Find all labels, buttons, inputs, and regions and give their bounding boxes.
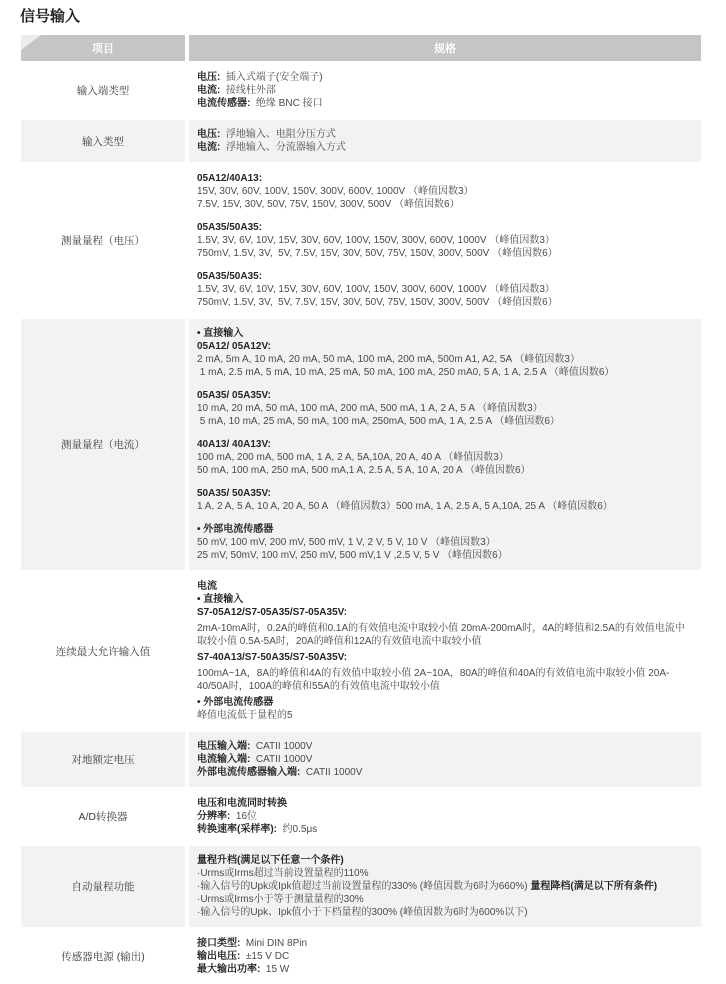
- spec-line: • 外部电流传感器: [197, 697, 274, 708]
- spec-line: 25 mV, 50mV, 100 mV, 250 mV, 500 mV,1 V ,2.5 V, 5 V （峰值因数6）: [197, 550, 508, 561]
- table-header-row: [21, 35, 701, 61]
- spec-line: 750mV, 1.5V, 3V, 5V, 7.5V, 15V, 30V, 50V, 75V, 150V, 300V, 500V （峰值因数6）: [197, 297, 558, 308]
- table-body: [21, 63, 701, 984]
- spec-line: 750mV, 1.5V, 3V, 5V, 7.5V, 15V, 30V, 50V, 75V, 150V, 300V, 500V （峰值因数6）: [197, 248, 558, 259]
- spec-line: 05A12/40A13:: [197, 173, 263, 184]
- row-spec-content: [189, 929, 701, 984]
- spec-line: 05A35/50A35:: [197, 222, 263, 233]
- table-row: [21, 319, 701, 570]
- spec-block: [197, 270, 687, 309]
- spec-line: ·Urms或Irms超过当前设置量程的110%: [197, 868, 369, 879]
- spec-block: [197, 327, 687, 379]
- table-row: [21, 572, 701, 730]
- spec-line: 1 A, 2 A, 5 A, 10 A, 20 A, 50 A （峰值因数3）500 mA, 1 A, 2.5 A, 5 A,10A, 25 A （峰值因数6）: [197, 501, 613, 512]
- spec-block: [197, 389, 687, 428]
- spec-block: [197, 438, 687, 477]
- spec-block: [197, 487, 687, 513]
- spec-line: 05A35/ 05A35V:: [197, 390, 271, 401]
- spec-line: 电压输入端: CATII 1000V: [197, 741, 313, 752]
- spec-line: 电压和电流同时转换: [197, 798, 287, 809]
- spec-line: 电压: 插入式端子(安全端子): [197, 72, 323, 83]
- spec-block: [197, 580, 687, 722]
- folded-corner-decoration: [21, 35, 41, 50]
- signal-input-spec-table: [21, 35, 701, 984]
- spec-line: 05A35/50A35:: [197, 271, 263, 282]
- spec-line: 05A12/ 05A12V:: [197, 341, 271, 352]
- column-header-spec: 规格: [189, 35, 701, 61]
- spec-line: 50 mV, 100 mV, 200 mV, 500 mV, 1 V, 2 V, 5 V, 10 V （峰值因数3）: [197, 537, 496, 548]
- spec-line: 电流: 接线柱外部: [197, 85, 276, 96]
- spec-line: 分辨率: 16位: [197, 811, 258, 822]
- row-spec-content: [189, 63, 701, 118]
- spec-line: • 直接输入: [197, 328, 244, 339]
- spec-line: 电流: 浮地输入、分流器输入方式: [197, 142, 346, 153]
- spec-line: 100mA~1A，8A的峰值和4A的有效值中取较小值 2A~10A，80A的峰值和40A的有效值电流中取较小值 20A-40/50A时，100A的峰值和55A的有效值电流中取较小值: [197, 668, 670, 692]
- row-spec-content: [189, 164, 701, 317]
- spec-line: 50 mA, 100 mA, 250 mA, 500 mA,1 A, 2.5 A, 5 A, 10 A, 20 A （峰值因数6）: [197, 465, 531, 476]
- spec-block: [197, 523, 687, 562]
- spec-line: S7-40A13/S7-50A35/S7-50A35V:: [197, 652, 348, 663]
- spec-line: • 外部电流传感器: [197, 524, 274, 535]
- row-spec-content: [189, 732, 701, 787]
- spec-line: 接口类型: Mini DIN 8Pin: [197, 938, 308, 949]
- row-item-label: A/D转换器: [78, 811, 128, 823]
- spec-line: 2mA-10mA时，0.2A的峰值和0.1A的有效值电流中取较小值 20mA-200mA时，4A的峰值和2.5A的有效值电流中取较小值 0.5A-5A时，20A的峰值和12A的有效值电流中取较小值: [197, 623, 685, 647]
- spec-block: [197, 740, 687, 779]
- spec-line: ·输入信号的Upk或Ipk值超过当前设置量程的330% (峰值因数为6时为660%) 量程降档(满足以下所有条件): [197, 881, 658, 892]
- page-title: 信号输入: [20, 8, 81, 25]
- spec-block: [197, 71, 687, 110]
- spec-line: S7-05A12/S7-05A35/S7-05A35V:: [197, 607, 348, 618]
- table-row: [21, 929, 701, 984]
- spec-block: [197, 172, 687, 211]
- spec-line: 电流输入端: CATII 1000V: [197, 754, 313, 765]
- spec-line: 1.5V, 3V, 6V, 10V, 15V, 30V, 60V, 100V, 150V, 300V, 600V, 1000V （峰值因数3）: [197, 235, 555, 246]
- row-item-label: 对地额定电压: [21, 732, 185, 787]
- table-row: [21, 846, 701, 927]
- spec-line: 电流传感器: 绝缘 BNC 接口: [197, 98, 323, 109]
- spec-line: 7.5V, 15V, 30V, 50V, 75V, 150V, 300V, 500V （峰值因数6）: [197, 199, 460, 210]
- table-row: [21, 120, 701, 162]
- spec-line: 输出电压: ±15 V DC: [197, 951, 290, 962]
- spec-line: 15V, 30V, 60V, 100V, 150V, 300V, 600V, 1000V （峰值因数3）: [197, 186, 474, 197]
- spec-line: • 直接输入: [197, 594, 244, 605]
- spec-line: 量程升档(满足以下任意一个条件): [197, 855, 344, 866]
- spec-line: ·Urms或Irms小于等于测量量程的30%: [197, 894, 364, 905]
- spec-line: 最大输出功率: 15 W: [197, 964, 290, 975]
- row-item-label: 测量量程（电压）: [61, 235, 145, 247]
- spec-line: 10 mA, 20 mA, 50 mA, 100 mA, 200 mA, 500 mA, 1 A, 2 A, 5 A （峰值因数3）: [197, 403, 543, 414]
- row-item-label: 传感器电源 (输出): [61, 951, 145, 963]
- spec-line: 电流: [197, 581, 217, 592]
- spec-block: [197, 854, 687, 919]
- spec-line: 转换速率(采样率): 约0.5μs: [197, 824, 318, 835]
- spec-line: 外部电流传感器输入端: CATII 1000V: [197, 767, 363, 778]
- spec-line: 1.5V, 3V, 6V, 10V, 15V, 30V, 60V, 100V, 150V, 300V, 600V, 1000V （峰值因数3）: [197, 284, 555, 295]
- spec-line: 2 mA, 5m A, 10 mA, 20 mA, 50 mA, 100 mA, 200 mA, 500m A1, A2, 5A （峰值因数3）: [197, 354, 580, 365]
- row-item-label: 输入端类型: [76, 85, 130, 97]
- spec-line: 100 mA, 200 mA, 500 mA, 1 A, 2 A, 5A,10A, 20 A, 40 A （峰值因数3）: [197, 452, 509, 463]
- spec-block: [197, 797, 687, 836]
- spec-block: [197, 128, 687, 154]
- table-row: [21, 732, 701, 787]
- spec-line: 50A35/ 50A35V:: [197, 488, 271, 499]
- column-header-item: 项目: [21, 35, 185, 61]
- spec-line: ·输入信号的Upk、Ipk值小于下档量程的300% (峰值因数为6时为600%以下): [197, 907, 528, 918]
- row-spec-content: [189, 319, 701, 570]
- spec-block: [197, 937, 687, 976]
- row-spec-content: [189, 120, 701, 162]
- spec-line: 5 mA, 10 mA, 25 mA, 50 mA, 100 mA, 250mA, 500 mA, 1 A, 2.5 A （峰值因数6）: [197, 416, 560, 427]
- spec-line: 电压: 浮地输入、电阻分压方式: [197, 129, 336, 140]
- row-spec-content: [189, 572, 701, 730]
- spec-line: 40A13/ 40A13V:: [197, 439, 271, 450]
- spec-line: 峰值电流低于量程的5: [197, 710, 293, 721]
- table-row: [21, 63, 701, 118]
- row-item-label: 测量量程（电流）: [21, 319, 185, 570]
- row-item-label: 连续最大允许输入值: [55, 645, 151, 658]
- row-spec-content: [189, 846, 701, 927]
- row-item-label: 输入类型: [21, 120, 185, 162]
- spec-line: 1 mA, 2.5 mA, 5 mA, 10 mA, 25 mA, 50 mA, 100 mA, 250 mA0, 5 A, 1 A, 2.5 A （峰值因数6）: [197, 367, 615, 378]
- table-row: [21, 164, 701, 317]
- row-item-label: 自动量程功能: [21, 846, 185, 927]
- spec-block: [197, 221, 687, 260]
- row-spec-content: [189, 789, 701, 844]
- table-row: [21, 789, 701, 844]
